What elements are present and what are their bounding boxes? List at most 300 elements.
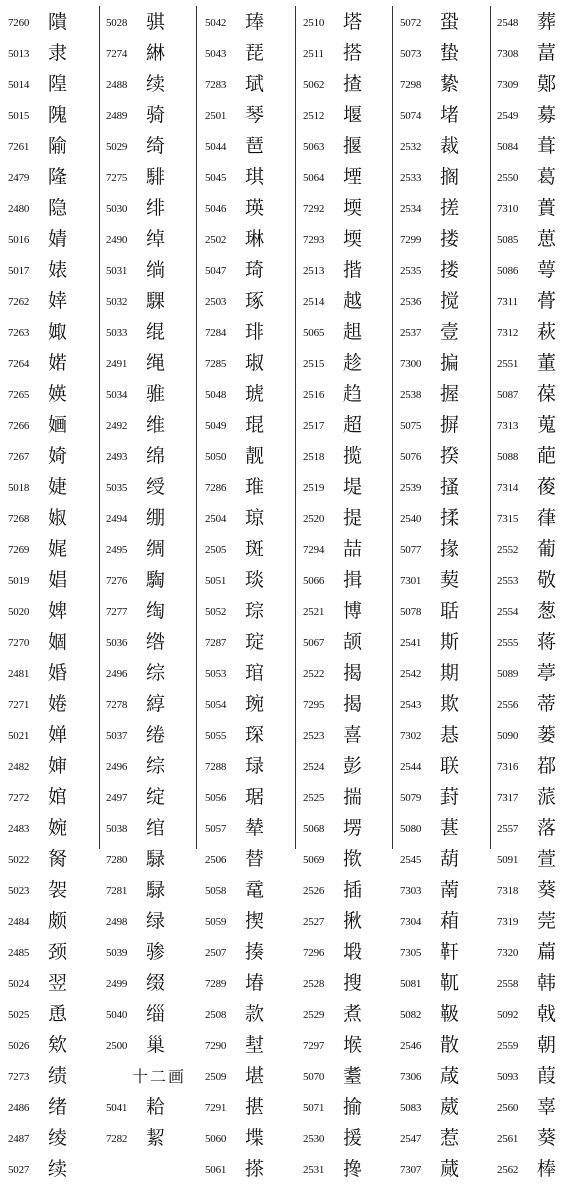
entry-number: 5081 bbox=[400, 977, 422, 990]
entry-characters: 琥 bbox=[245, 383, 267, 405]
index-entry bbox=[400, 627, 492, 658]
index-column-2 bbox=[106, 7, 198, 1154]
index-column-4 bbox=[303, 7, 395, 1185]
entry-characters: 葵 bbox=[537, 879, 559, 901]
index-entry bbox=[106, 162, 198, 193]
entry-number: 7289 bbox=[205, 977, 227, 990]
entry-number: 2496 bbox=[106, 760, 128, 773]
entry-number: 2521 bbox=[303, 605, 325, 618]
entry-number: 7288 bbox=[205, 760, 227, 773]
entry-number: 2507 bbox=[205, 946, 227, 959]
entry-number: 7275 bbox=[106, 171, 128, 184]
entry-characters: 綝 bbox=[146, 42, 168, 64]
entry-characters: 琬 bbox=[245, 693, 267, 715]
entry-number: 2557 bbox=[497, 822, 519, 835]
entry-number: 7286 bbox=[205, 481, 227, 494]
entry-characters: 萹 bbox=[537, 941, 559, 963]
entry-characters: 搅 bbox=[440, 290, 462, 312]
entry-characters: 棒 bbox=[537, 1158, 559, 1180]
entry-characters: 款 bbox=[245, 1003, 267, 1025]
entry-number: 7266 bbox=[8, 419, 30, 432]
entry-characters: 絜 bbox=[146, 1127, 168, 1149]
entry-number: 7304 bbox=[400, 915, 422, 928]
index-entry bbox=[400, 1030, 492, 1061]
column-divider-5 bbox=[490, 6, 491, 849]
index-entry bbox=[8, 875, 100, 906]
entry-number: 5090 bbox=[497, 729, 519, 742]
entry-number: 2547 bbox=[400, 1132, 422, 1145]
index-entry bbox=[205, 193, 297, 224]
entry-number: 2513 bbox=[303, 264, 325, 277]
index-entry bbox=[303, 441, 395, 472]
index-entry bbox=[400, 534, 492, 565]
entry-characters: 综 bbox=[146, 662, 168, 684]
index-entry bbox=[8, 658, 100, 689]
entry-number: 2511 bbox=[303, 47, 324, 60]
entry-characters: 婚 bbox=[48, 662, 70, 684]
entry-number: 2524 bbox=[303, 760, 325, 773]
column-divider-3 bbox=[295, 6, 296, 849]
entry-characters: 续 bbox=[146, 73, 168, 95]
entry-number: 2535 bbox=[400, 264, 422, 277]
index-entry bbox=[8, 472, 100, 503]
entry-number: 2531 bbox=[303, 1163, 325, 1176]
index-entry bbox=[8, 348, 100, 379]
index-entry bbox=[106, 131, 198, 162]
entry-number: 2533 bbox=[400, 171, 422, 184]
entry-characters: 葫 bbox=[440, 848, 462, 870]
entry-number: 2534 bbox=[400, 202, 422, 215]
entry-characters: 期 bbox=[440, 662, 462, 684]
index-entry bbox=[205, 224, 297, 255]
entry-characters: 募 bbox=[537, 104, 559, 126]
entry-characters: 揭 bbox=[343, 693, 365, 715]
entry-characters: 葱 bbox=[537, 600, 559, 622]
entry-characters: 塔 bbox=[343, 11, 365, 33]
entry-characters: 葳 bbox=[440, 1096, 462, 1118]
entry-number: 5043 bbox=[205, 47, 227, 60]
entry-characters: 堰 bbox=[343, 104, 365, 126]
entry-characters: 婞 bbox=[48, 290, 70, 312]
entry-number: 2490 bbox=[106, 233, 128, 246]
entry-number: 7314 bbox=[497, 481, 519, 494]
entry-number: 5067 bbox=[303, 636, 325, 649]
entry-characters: 婧 bbox=[48, 228, 70, 250]
entry-characters: 隤 bbox=[48, 11, 70, 33]
entry-characters: 葛 bbox=[537, 166, 559, 188]
entry-characters: 揸 bbox=[343, 73, 365, 95]
entry-characters: 绷 bbox=[146, 507, 168, 529]
entry-number: 2536 bbox=[400, 295, 422, 308]
index-entry bbox=[205, 410, 297, 441]
entry-number: 7265 bbox=[8, 388, 30, 401]
index-entry bbox=[303, 813, 395, 844]
entry-number: 2488 bbox=[106, 78, 128, 91]
entry-characters: 恿 bbox=[48, 1003, 70, 1025]
entry-number: 7284 bbox=[205, 326, 227, 339]
entry-number: 7291 bbox=[205, 1101, 227, 1114]
entry-characters: 婟 bbox=[48, 631, 70, 653]
index-entry bbox=[303, 1061, 395, 1092]
entry-characters: 琼 bbox=[245, 507, 267, 529]
index-entry bbox=[303, 379, 395, 410]
entry-characters: 婕 bbox=[48, 476, 70, 498]
entry-characters: 隃 bbox=[48, 135, 70, 157]
entry-number: 5080 bbox=[400, 822, 422, 835]
entry-number: 2538 bbox=[400, 388, 422, 401]
entry-characters: 婉 bbox=[48, 817, 70, 839]
index-entry bbox=[106, 1123, 198, 1154]
index-entry bbox=[205, 534, 297, 565]
index-entry bbox=[497, 441, 568, 472]
entry-characters: 绺 bbox=[146, 631, 168, 653]
entry-number: 7277 bbox=[106, 605, 128, 618]
entry-characters: 蒇 bbox=[440, 1158, 462, 1180]
entry-number: 7263 bbox=[8, 326, 30, 339]
index-entry bbox=[8, 906, 100, 937]
entry-number: 5079 bbox=[400, 791, 422, 804]
index-entry bbox=[8, 937, 100, 968]
entry-number: 7308 bbox=[497, 47, 519, 60]
entry-number: 2548 bbox=[497, 16, 519, 29]
index-entry bbox=[497, 875, 568, 906]
entry-characters: 堠 bbox=[343, 1034, 365, 1056]
index-entry bbox=[8, 286, 100, 317]
entry-characters: 斑 bbox=[245, 538, 267, 560]
entry-characters: 掾 bbox=[440, 538, 462, 560]
entry-characters: 葍 bbox=[537, 42, 559, 64]
entry-characters: 蒂 bbox=[537, 693, 559, 715]
index-entry bbox=[400, 875, 492, 906]
entry-characters: 绯 bbox=[146, 197, 168, 219]
entry-characters: 葸 bbox=[537, 228, 559, 250]
entry-number: 2560 bbox=[497, 1101, 519, 1114]
index-entry bbox=[106, 472, 198, 503]
entry-characters: 琫 bbox=[245, 11, 267, 33]
index-entry bbox=[400, 813, 492, 844]
entry-number: 7298 bbox=[400, 78, 422, 91]
entry-characters: 董 bbox=[537, 352, 559, 374]
entry-characters: 蒎 bbox=[537, 786, 559, 808]
index-entry bbox=[400, 162, 492, 193]
index-entry bbox=[8, 596, 100, 627]
index-entry bbox=[8, 131, 100, 162]
index-entry bbox=[400, 658, 492, 689]
index-entry bbox=[106, 503, 198, 534]
entry-characters: 蛩 bbox=[440, 11, 462, 33]
index-entry bbox=[303, 7, 395, 38]
index-entry bbox=[205, 596, 297, 627]
entry-number: 2529 bbox=[303, 1008, 325, 1021]
entry-characters: 騄 bbox=[146, 879, 168, 901]
entry-number: 5089 bbox=[497, 667, 519, 680]
index-entry bbox=[205, 1154, 297, 1185]
entry-number: 5054 bbox=[205, 698, 227, 711]
entry-number: 7285 bbox=[205, 357, 227, 370]
index-entry bbox=[106, 658, 198, 689]
entry-number: 2540 bbox=[400, 512, 422, 525]
entry-number: 2503 bbox=[205, 295, 227, 308]
entry-number: 5066 bbox=[303, 574, 325, 587]
index-entry bbox=[106, 906, 198, 937]
entry-number: 5084 bbox=[497, 140, 519, 153]
index-entry bbox=[205, 844, 297, 875]
entry-number: 2501 bbox=[205, 109, 227, 122]
index-entry bbox=[497, 255, 568, 286]
entry-characters: 趁 bbox=[343, 352, 365, 374]
index-entry bbox=[303, 286, 395, 317]
entry-characters: 骖 bbox=[146, 941, 168, 963]
index-entry bbox=[497, 348, 568, 379]
entry-number: 2482 bbox=[8, 760, 30, 773]
entry-characters: 壹 bbox=[440, 321, 462, 343]
index-entry bbox=[497, 131, 568, 162]
entry-characters: 落 bbox=[537, 817, 559, 839]
entry-characters: 騄 bbox=[146, 848, 168, 870]
entry-number: 5055 bbox=[205, 729, 227, 742]
entry-characters: 彭 bbox=[343, 755, 365, 777]
entry-characters: 琶 bbox=[245, 135, 267, 157]
entry-characters: 綧 bbox=[146, 693, 168, 715]
entry-number: 5069 bbox=[303, 853, 325, 866]
index-entry bbox=[400, 782, 492, 813]
entry-number: 2553 bbox=[497, 574, 519, 587]
entry-characters: 隶 bbox=[48, 42, 70, 64]
index-entry bbox=[205, 1123, 297, 1154]
entry-number: 5041 bbox=[106, 1101, 128, 1114]
entry-characters: 塅 bbox=[343, 941, 365, 963]
index-entry bbox=[400, 1061, 492, 1092]
index-entry bbox=[205, 317, 297, 348]
index-entry bbox=[8, 1154, 100, 1185]
entry-number: 7310 bbox=[497, 202, 519, 215]
entry-number: 2545 bbox=[400, 853, 422, 866]
index-entry bbox=[205, 689, 297, 720]
entry-number: 5045 bbox=[205, 171, 227, 184]
entry-number: 2552 bbox=[497, 543, 519, 556]
index-entry bbox=[106, 534, 198, 565]
entry-number: 2530 bbox=[303, 1132, 325, 1145]
index-entry bbox=[400, 999, 492, 1030]
entry-number: 7294 bbox=[303, 543, 325, 556]
entry-number: 7268 bbox=[8, 512, 30, 525]
entry-characters: 辜 bbox=[537, 1096, 559, 1118]
entry-characters: 煮 bbox=[343, 1003, 365, 1025]
entry-characters: 喆 bbox=[343, 538, 365, 560]
entry-characters: 揆 bbox=[440, 445, 462, 467]
entry-characters: 惎 bbox=[440, 724, 462, 746]
entry-number: 2525 bbox=[303, 791, 325, 804]
entry-characters: 琮 bbox=[245, 600, 267, 622]
index-entry bbox=[400, 255, 492, 286]
entry-number: 2520 bbox=[303, 512, 325, 525]
index-entry bbox=[400, 317, 492, 348]
index-entry bbox=[303, 689, 395, 720]
entry-number: 5052 bbox=[205, 605, 227, 618]
index-entry bbox=[205, 38, 297, 69]
entry-number: 7264 bbox=[8, 357, 30, 370]
index-entry bbox=[205, 286, 297, 317]
entry-characters: 靬 bbox=[440, 941, 462, 963]
entry-characters: 鼋 bbox=[245, 879, 267, 901]
entry-number: 5075 bbox=[400, 419, 422, 432]
index-entry bbox=[106, 565, 198, 596]
entry-characters: 塄 bbox=[343, 817, 365, 839]
entry-number: 5040 bbox=[106, 1008, 128, 1021]
index-entry bbox=[303, 751, 395, 782]
entry-number: 5028 bbox=[106, 16, 128, 29]
index-entry bbox=[497, 906, 568, 937]
entry-number: 5047 bbox=[205, 264, 227, 277]
entry-characters: 隍 bbox=[48, 73, 70, 95]
entry-number: 7309 bbox=[497, 78, 519, 91]
entry-characters: 琢 bbox=[245, 290, 267, 312]
entry-number: 2558 bbox=[497, 977, 519, 990]
index-entry bbox=[205, 69, 297, 100]
entry-number: 2555 bbox=[497, 636, 519, 649]
entry-number: 2550 bbox=[497, 171, 519, 184]
index-entry bbox=[106, 844, 198, 875]
entry-characters: 颉 bbox=[343, 631, 365, 653]
column-divider-1 bbox=[99, 6, 100, 849]
index-entry bbox=[497, 193, 568, 224]
entry-characters: 隆 bbox=[48, 166, 70, 188]
index-entry bbox=[8, 689, 100, 720]
index-entry bbox=[205, 627, 297, 658]
entry-number: 2509 bbox=[205, 1070, 227, 1083]
index-entry bbox=[497, 7, 568, 38]
entry-characters: 欸 bbox=[48, 1034, 70, 1056]
entry-characters: 揠 bbox=[343, 135, 365, 157]
entry-number: 2502 bbox=[205, 233, 227, 246]
entry-characters: 琔 bbox=[245, 631, 267, 653]
entry-characters: 摒 bbox=[440, 414, 462, 436]
entry-number: 2515 bbox=[303, 357, 325, 370]
entry-characters: 斯 bbox=[440, 631, 462, 653]
index-entry bbox=[497, 379, 568, 410]
entry-number: 5039 bbox=[106, 946, 128, 959]
entry-number: 5060 bbox=[205, 1132, 227, 1145]
entry-characters: 提 bbox=[343, 507, 365, 529]
entry-characters: 堼 bbox=[245, 1034, 267, 1056]
index-entry bbox=[400, 131, 492, 162]
entry-number: 2522 bbox=[303, 667, 325, 680]
entry-number: 5078 bbox=[400, 605, 422, 618]
stroke-count-heading: 十二画 bbox=[131, 1066, 186, 1086]
entry-characters: 散 bbox=[440, 1034, 462, 1056]
entry-number: 7278 bbox=[106, 698, 128, 711]
entry-number: 7287 bbox=[205, 636, 227, 649]
index-entry bbox=[497, 286, 568, 317]
entry-number: 2480 bbox=[8, 202, 30, 215]
entry-characters: 蛰 bbox=[440, 42, 462, 64]
entry-characters: 萼 bbox=[537, 259, 559, 281]
index-entry bbox=[106, 875, 198, 906]
entry-number: 2486 bbox=[8, 1101, 30, 1114]
index-entry bbox=[400, 348, 492, 379]
entry-number: 2496 bbox=[106, 667, 128, 680]
index-entry bbox=[303, 1092, 395, 1123]
index-entry bbox=[106, 1030, 198, 1061]
entry-characters: 缀 bbox=[146, 972, 168, 994]
entry-characters: 琰 bbox=[245, 569, 267, 591]
entry-characters: 婵 bbox=[48, 724, 70, 746]
index-entry bbox=[106, 255, 198, 286]
entry-characters: 续 bbox=[48, 1158, 70, 1180]
entry-number: 2516 bbox=[303, 388, 325, 401]
index-entry bbox=[400, 224, 492, 255]
entry-number: 2562 bbox=[497, 1163, 519, 1176]
column-divider-4 bbox=[392, 6, 393, 849]
entry-number: 2518 bbox=[303, 450, 325, 463]
index-entry bbox=[205, 379, 297, 410]
entry-number: 5046 bbox=[205, 202, 227, 215]
entry-characters: 琚 bbox=[245, 786, 267, 808]
index-entry bbox=[8, 255, 100, 286]
entry-number: 2484 bbox=[8, 915, 30, 928]
entry-characters: 騍 bbox=[146, 290, 168, 312]
index-entry bbox=[400, 410, 492, 441]
index-entry bbox=[400, 69, 492, 100]
index-entry bbox=[205, 441, 297, 472]
entry-characters: 搂 bbox=[440, 228, 462, 250]
entry-characters: 堧 bbox=[343, 197, 365, 219]
entry-number: 5037 bbox=[106, 729, 128, 742]
entry-characters: 葵 bbox=[537, 1127, 559, 1149]
index-entry bbox=[106, 441, 198, 472]
index-entry bbox=[205, 565, 297, 596]
entry-characters: 珷 bbox=[245, 73, 267, 95]
entry-characters: 绽 bbox=[146, 786, 168, 808]
index-entry bbox=[303, 627, 395, 658]
index-entry bbox=[8, 1092, 100, 1123]
entry-characters: 揖 bbox=[343, 569, 365, 591]
entry-characters: 葭 bbox=[537, 1065, 559, 1087]
entry-number: 5025 bbox=[8, 1008, 30, 1021]
entry-characters: 娵 bbox=[48, 321, 70, 343]
index-entry bbox=[205, 348, 297, 379]
entry-characters: 胬 bbox=[48, 848, 70, 870]
entry-number: 5035 bbox=[106, 481, 128, 494]
entry-number: 5053 bbox=[205, 667, 227, 680]
entry-number: 5049 bbox=[205, 419, 227, 432]
index-entry bbox=[400, 596, 492, 627]
index-entry bbox=[106, 782, 198, 813]
index-entry bbox=[205, 7, 297, 38]
entry-number: 5088 bbox=[497, 450, 519, 463]
index-entry bbox=[400, 1154, 492, 1185]
entry-characters: 葜 bbox=[440, 569, 462, 591]
entry-number: 2549 bbox=[497, 109, 519, 122]
index-entry bbox=[8, 534, 100, 565]
entry-number: 5016 bbox=[8, 233, 30, 246]
entry-number: 5031 bbox=[106, 264, 128, 277]
entry-number: 5033 bbox=[106, 326, 128, 339]
index-entry bbox=[205, 1092, 297, 1123]
entry-characters: 葚 bbox=[440, 817, 462, 839]
entry-characters: 堤 bbox=[343, 476, 365, 498]
index-entry bbox=[497, 565, 568, 596]
entry-number: 2485 bbox=[8, 946, 30, 959]
entry-number: 5019 bbox=[8, 574, 30, 587]
index-entry bbox=[400, 720, 492, 751]
entry-characters: 颈 bbox=[48, 941, 70, 963]
entry-number: 5083 bbox=[400, 1101, 422, 1114]
index-entry bbox=[8, 813, 100, 844]
index-entry bbox=[106, 317, 198, 348]
entry-number: 2505 bbox=[205, 543, 227, 556]
index-entry bbox=[205, 782, 297, 813]
